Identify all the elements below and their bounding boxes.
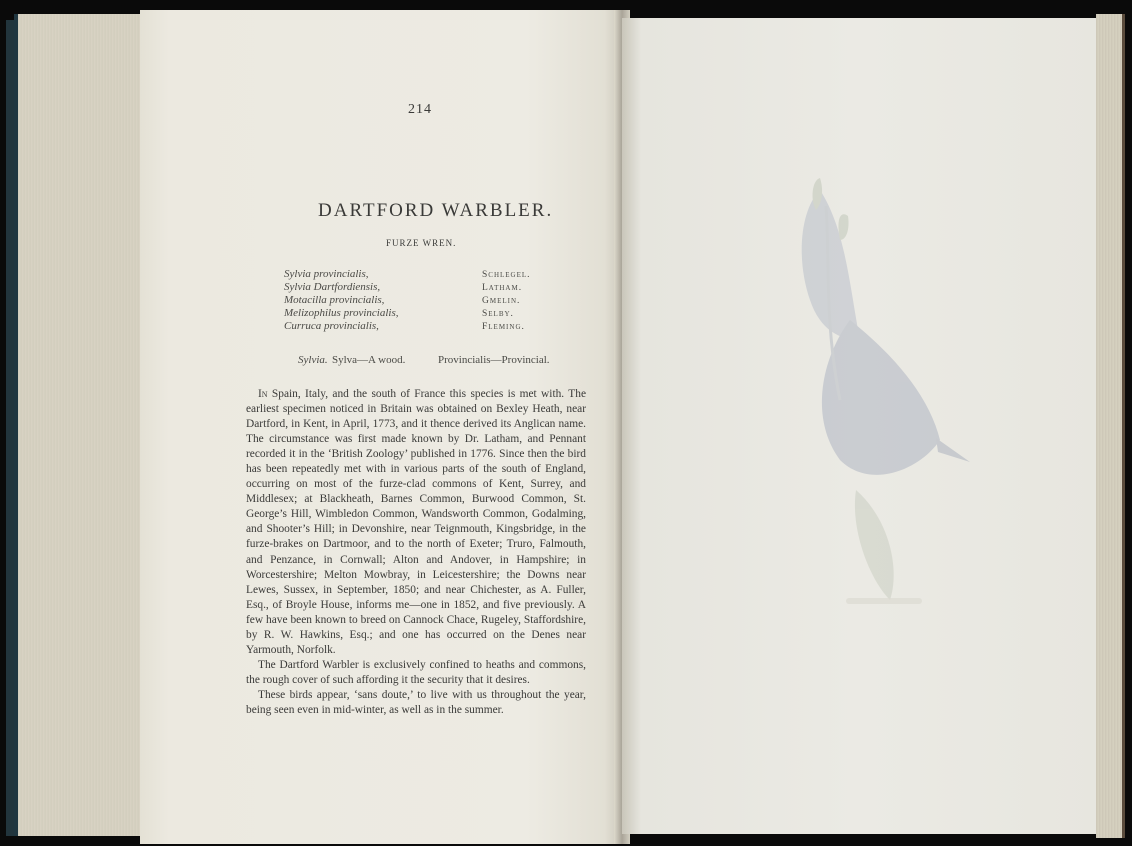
body-text bbox=[246, 387, 586, 718]
synonym-name: Sylvia Dartfordiensis, bbox=[284, 281, 381, 293]
synonym-name: Motacilla provincialis, bbox=[284, 294, 385, 306]
page-title: DARTFORD WARBLER. bbox=[318, 200, 554, 221]
body-paragraph bbox=[246, 387, 586, 658]
plate-caption-smudge bbox=[846, 598, 922, 604]
synonym-row bbox=[284, 281, 554, 294]
synonym-authority: Gmelin. bbox=[482, 296, 521, 306]
synonym-row bbox=[284, 307, 554, 320]
synonym-authority: Selby. bbox=[482, 309, 514, 319]
etymology-genus: Sylvia. bbox=[298, 354, 328, 366]
synonym-authority: Latham. bbox=[482, 283, 523, 293]
synonym-row bbox=[284, 320, 554, 333]
etymology-species-meaning: Provincialis—Provincial. bbox=[438, 354, 550, 366]
etymology-genus-meaning: Sylva—A wood. bbox=[332, 354, 406, 366]
body-paragraph: These birds appear, ‘sans doute,’ to live with us throughout the year, being seen even in mid-winter, as well as in the summer. bbox=[246, 688, 586, 716]
etymology-line bbox=[298, 354, 588, 368]
synonym-row bbox=[284, 294, 554, 307]
synonym-list bbox=[284, 268, 554, 333]
synonym-name: Curruca provincialis, bbox=[284, 320, 379, 332]
right-page-edges bbox=[1096, 14, 1125, 838]
synonym-name: Sylvia provincialis, bbox=[284, 268, 369, 280]
synonym-authority: Schlegel. bbox=[482, 270, 531, 280]
synonym-row bbox=[284, 268, 554, 281]
synonym-authority: Fleming. bbox=[482, 322, 525, 332]
synonym-name: Melizophilus provincialis, bbox=[284, 307, 399, 319]
paragraph-text: Spain, Italy, and the south of France this species is met with. The earliest specimen noticed in Britain was obtained on Bexley Heath, near Dartford, in Kent, in April, 1773, and it thence derived its Anglican name. The circumstance was first made known by Dr. Latham, and Pennant recorded it in the ‘British Zoology’ published in 1776. Since then the bird has been repeatedly met with in various parts of the south of England, occurring on most of the furze-clad commons of Kent, Surrey, and Middlesex; at Blackheath, Barnes Common, Burwood Common, St. George’s Hill, Wimbledon Common, Wandsworth Common, Godalming, and Shooter’s Hill; in Devonshire, near Teignmouth, Kingsbridge, in the furze-brakes on Dartmoor, and to the north of Exeter; Truro, Falmouth, and Penzance, in Cornwall; Alton and Andover, in Hampshire; in Worcestershire; Melton Mowbray, in Leicestershire; the Downs near Lewes, Sussex, in September, 1850; and near Chichester, as A. Fuller, Esq., of Broyle House, informs me—one in 1852, and five previously. A few have been known to breed on Cannock Chace, Rugeley, Staffordshire, by R. W. Hawkins, Esq.; and one has occurred on the Denes near Yarmouth, Norfolk. bbox=[246, 388, 586, 656]
drop-word: In bbox=[258, 388, 268, 400]
page-number: 214 bbox=[408, 102, 432, 117]
bird-plate-illustration bbox=[700, 170, 1000, 630]
body-paragraph: The Dartford Warbler is exclusively confined to heaths and commons, the rough cover of such affording it the security that it desires. bbox=[246, 658, 586, 686]
page-subtitle: FURZE WREN. bbox=[386, 238, 457, 248]
